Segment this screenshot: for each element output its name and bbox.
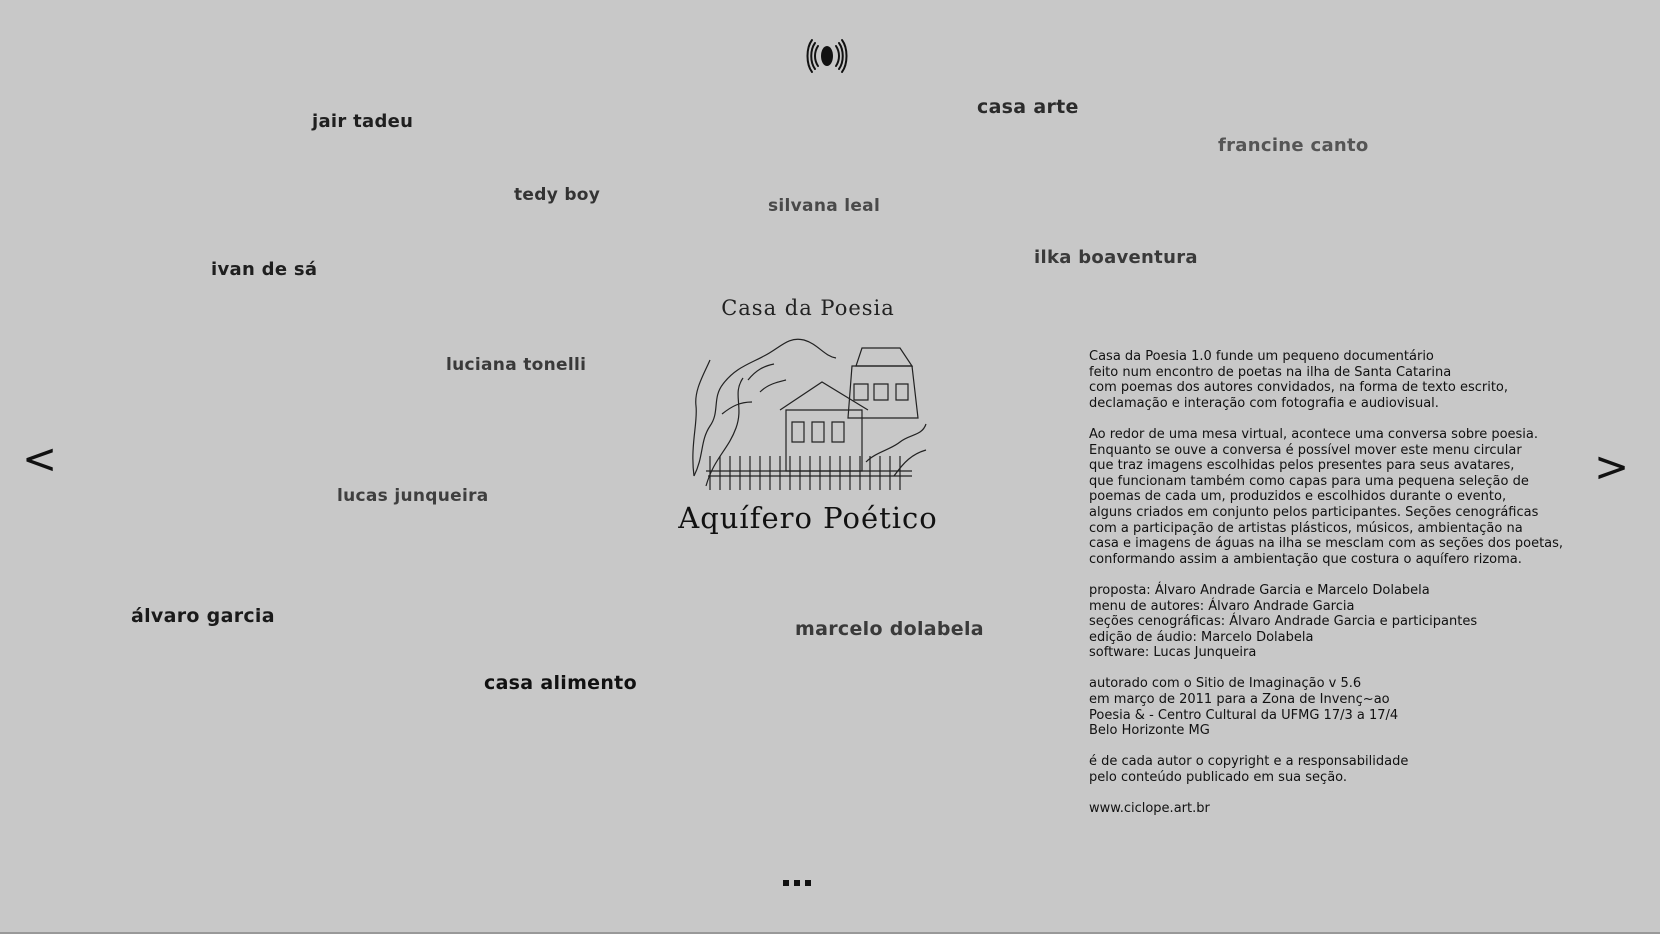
info-line: alguns criados em conjunto pelos participantes. Seções cenográficas [1089, 504, 1539, 520]
ellipsis-dot [783, 880, 789, 886]
author-casa-arte[interactable]: casa arte [977, 96, 1079, 118]
info-line: pelo conteúdo publicado em sua seção. [1089, 770, 1348, 786]
author-ivan-de-sa[interactable]: ivan de sá [211, 259, 318, 280]
info-paragraph-2 [1089, 427, 1609, 567]
info-line: Belo Horizonte MG [1089, 723, 1210, 739]
info-line: poemas de cada um, produzidos e escolhidos durante o evento, [1089, 489, 1507, 505]
info-line: casa e imagens de águas na ilha se mesclam com as seções dos poetas, [1089, 536, 1564, 552]
ellipsis-dot [794, 880, 800, 886]
author-francine-canto[interactable]: francine canto [1218, 135, 1369, 156]
info-paragraph-1 [1089, 349, 1609, 411]
info-line: proposta: Álvaro Andrade Garcia e Marcelo Dolabela [1089, 582, 1430, 598]
info-line: conformando assim a ambientação que costura o aquífero rizoma. [1089, 551, 1522, 567]
info-line: seções cenográficas: Álvaro Andrade Garcia e participantes [1089, 614, 1478, 630]
author-silvana-leal[interactable]: silvana leal [768, 196, 881, 216]
info-line: com poemas dos autores convidados, na forma de texto escrito, [1089, 380, 1509, 396]
author-lucas-junqueira[interactable]: lucas junqueira [337, 486, 489, 506]
info-line: edição de áudio: Marcelo Dolabela [1089, 629, 1314, 645]
author-luciana-tonelli[interactable]: luciana tonelli [446, 355, 587, 375]
info-line: autorado com o Sitio de Imaginação v 5.6 [1089, 676, 1362, 692]
info-line: que traz imagens escolhidas pelos presentes para seus avatares, [1089, 458, 1515, 474]
house-sketch-icon [686, 326, 932, 498]
author-casa-alimento[interactable]: casa alimento [484, 672, 637, 694]
author-ilka-boaventura[interactable]: ilka boaventura [1034, 247, 1198, 268]
info-panel [1089, 349, 1609, 832]
info-line: com a participação de artistas plásticos, músicos, ambientação na [1089, 520, 1523, 536]
info-line: Poesia & - Centro Cultural da UFMG 17/3 a 17/4 [1089, 707, 1399, 723]
info-line: que funcionam também como capas para uma pequena seleção de [1089, 473, 1529, 489]
info-line: www.ciclope.art.br [1089, 801, 1210, 817]
ellipsis-dot [805, 880, 811, 886]
next-arrow-button[interactable]: > [1594, 442, 1630, 491]
logo-title-bottom: Aquífero Poético [678, 501, 938, 535]
info-line: menu de autores: Álvaro Andrade Garcia [1089, 598, 1355, 614]
logo-title-top: Casa da Poesia [721, 296, 895, 320]
ellipsis-icon[interactable] [781, 874, 815, 890]
author-jair-tadeu[interactable]: jair tadeu [312, 111, 414, 132]
center-logo[interactable] [676, 296, 940, 536]
audio-waves-icon[interactable] [805, 34, 849, 78]
info-copyright [1089, 754, 1609, 785]
info-website [1089, 801, 1609, 817]
info-line: Enquanto se ouve a conversa é possível mover este menu circular [1089, 442, 1522, 458]
previous-arrow-button[interactable]: < [22, 434, 58, 483]
info-line: em março de 2011 para a Zona de Invenç~ao [1089, 692, 1390, 708]
author-marcelo-dolabela[interactable]: marcelo dolabela [795, 618, 984, 640]
info-line: Ao redor de uma mesa virtual, acontece uma conversa sobre poesia. [1089, 426, 1539, 442]
info-credits [1089, 583, 1609, 661]
author-tedy-boy[interactable]: tedy boy [514, 185, 601, 205]
info-line: é de cada autor o copyright e a responsabilidade [1089, 754, 1409, 770]
info-line: Casa da Poesia 1.0 funde um pequeno documentário [1089, 349, 1434, 364]
author-alvaro-garcia[interactable]: álvaro garcia [131, 605, 275, 627]
info-line: software: Lucas Junqueira [1089, 645, 1257, 661]
info-line: declamação e interação com fotografia e audiovisual. [1089, 395, 1439, 411]
info-line: feito num encontro de poetas na ilha de Santa Catarina [1089, 364, 1452, 380]
info-authoring [1089, 676, 1609, 738]
